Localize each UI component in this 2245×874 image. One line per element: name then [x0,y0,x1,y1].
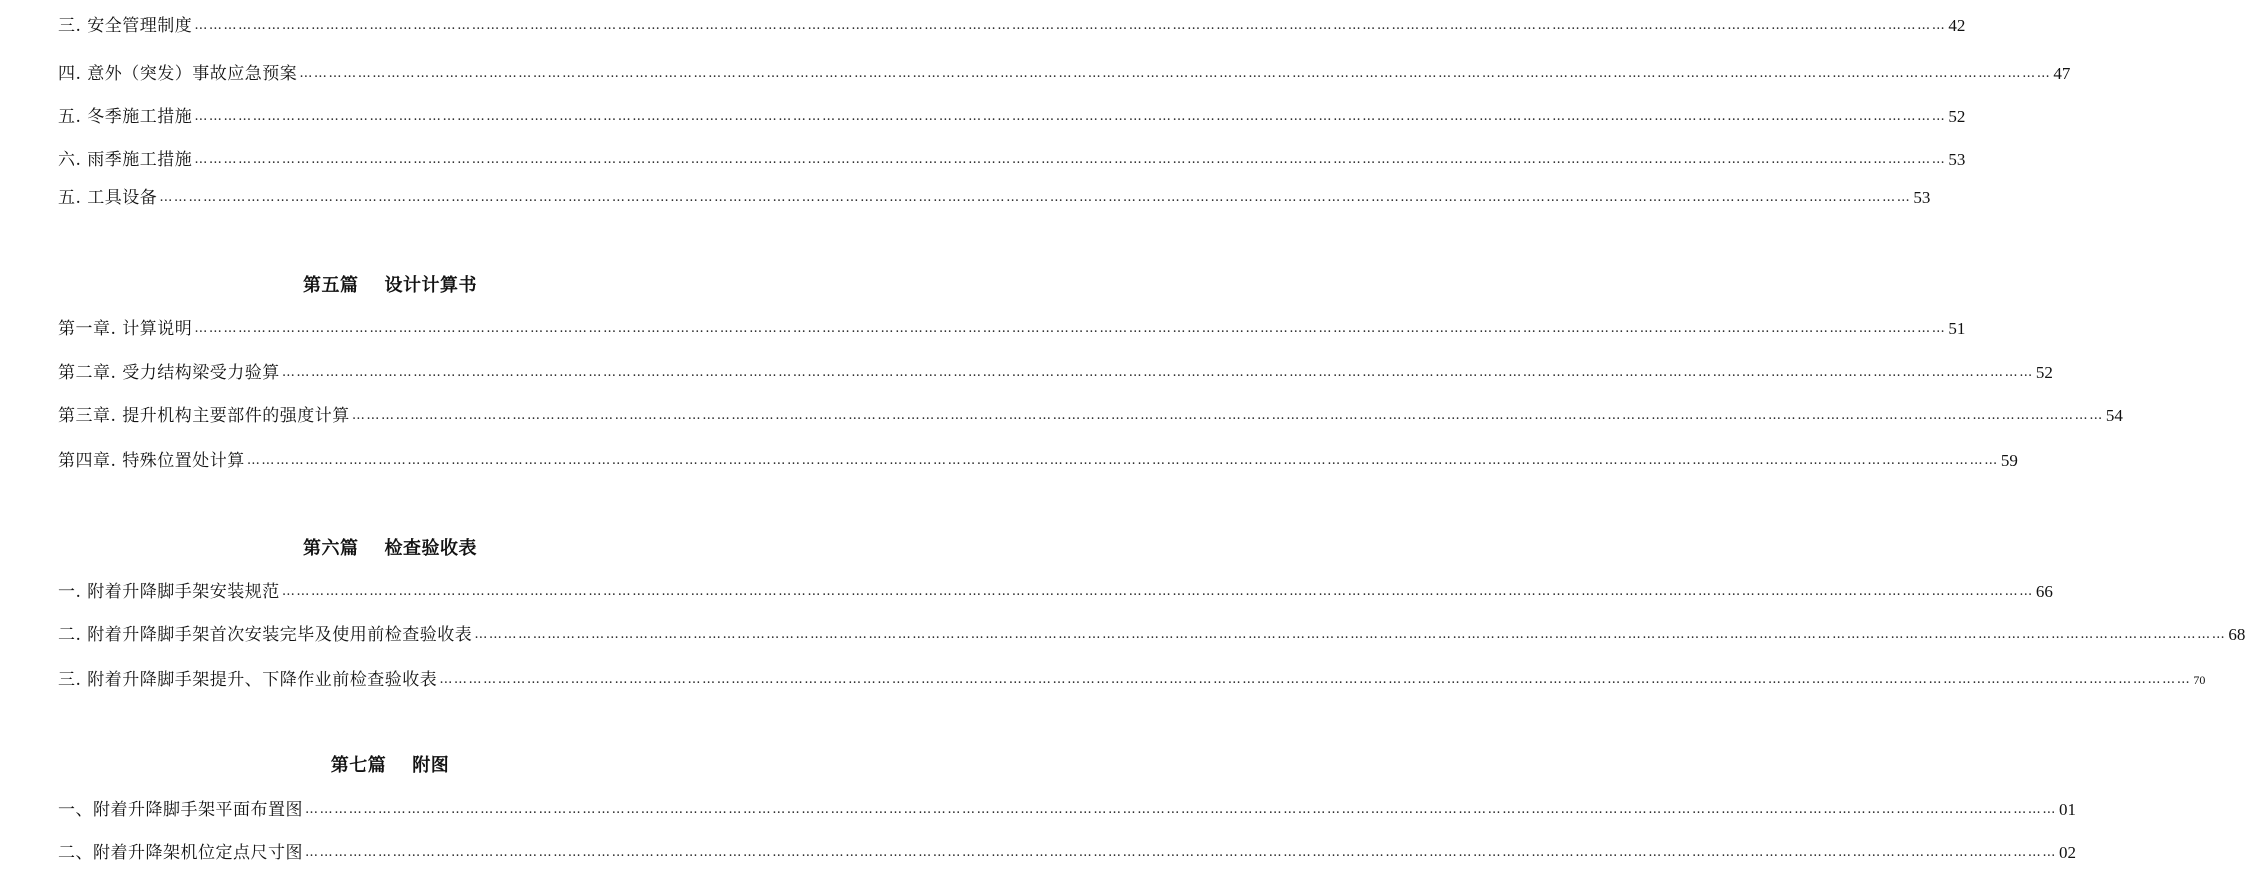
toc-entry-label: 一、附着升降脚手架平面布置图 [58,800,303,820]
toc-entry-label: 四. 意外（突发）事故应急预案 [58,64,298,84]
section-heading [0,534,780,564]
toc-entry [58,620,2245,650]
toc-entry-label: 第一章. 计算说明 [58,319,193,339]
toc-entry [58,577,2053,607]
toc-leader-dots: ……………………………………………………………………………………………………………………………………………………………………………………………………………………………………………………………………………………………………………………………… [305,845,2057,860]
section-part: 第六篇 [303,538,359,559]
toc-entry-page: 53 [1913,188,1931,207]
section-part: 第七篇 [330,755,387,776]
toc-entry [58,11,1966,41]
toc-entry-page: 52 [1948,107,1966,126]
toc-leader-dots: ……………………………………………………………………………………………………………………………………………………………………………………………………………………………………………………………………………………………………………………………… [351,408,2104,423]
toc-entry [58,446,2018,476]
toc-entry [58,838,2076,868]
toc-entry-page: 02 [2059,843,2076,862]
section-title: 检查验收表 [384,538,477,559]
toc-leader-dots: ……………………………………………………………………………………………………………………………………………………………………………………………………………………………………………………………………………………………………………………………… [194,321,1947,336]
toc-entry-label: 第四章. 特殊位置处计算 [58,451,245,471]
toc-entry-label: 三. 安全管理制度 [58,16,193,36]
toc-entry-label: 五. 冬季施工措施 [58,107,193,127]
section-title: 附图 [412,755,450,776]
toc-leader-dots: ……………………………………………………………………………………………………………………………………………………………………………………………………………………………………………………………………………………………………………………………… [281,365,2034,380]
toc-leader-dots: ……………………………………………………………………………………………………………………………………………………………………………………………………………………………………………………………………………………………………………………………… [439,672,2192,687]
toc-entry [58,183,1931,213]
toc-entry [58,358,2053,388]
toc-leader-dots: ……………………………………………………………………………………………………………………………………………………………………………………………………………………………………………………………………………………………………………………………… [159,190,1912,205]
toc-entry-page: 42 [1948,16,1966,35]
toc-entry-label: 二. 附着升降脚手架首次安装完毕及使用前检查验收表 [58,625,473,645]
toc-leader-dots: ……………………………………………………………………………………………………………………………………………………………………………………………………………………………………………………………………………………………………………………………… [194,18,1947,33]
toc-entry [58,401,2123,431]
toc-entry [58,102,1966,132]
toc-leader-dots: ……………………………………………………………………………………………………………………………………………………………………………………………………………………………………………………………………………………………………………………………… [305,802,2057,817]
toc-entry [58,665,2206,695]
toc-entry-label: 第二章. 受力结构梁受力验算 [58,363,280,383]
section-title: 设计计算书 [384,275,477,296]
toc-entry [58,795,2076,825]
toc-entry-page: 68 [2228,625,2245,644]
toc-entry-label: 五. 工具设备 [58,188,158,208]
toc-entry-page: 51 [1948,319,1966,338]
toc-entry-page: 70 [2193,673,2206,687]
toc-entry [58,314,1966,344]
toc-entry-page: 01 [2059,800,2076,819]
toc-entry [58,145,1966,175]
toc-entry-page: 54 [2105,406,2123,425]
toc-leader-dots: ……………………………………………………………………………………………………………………………………………………………………………………………………………………………………………………………………………………………………………………………… [281,584,2034,599]
section-part: 第五篇 [303,275,359,296]
toc-entry-page: 66 [2035,582,2053,601]
toc-entry-page: 52 [2035,363,2053,382]
toc-entry-label: 二、附着升降架机位定点尺寸图 [58,843,303,863]
toc-entry-label: 第三章. 提升机构主要部件的强度计算 [58,406,350,426]
section-heading [0,751,780,781]
toc-leader-dots: ……………………………………………………………………………………………………………………………………………………………………………………………………………………………………………………………………………………………………………………………… [299,66,2052,81]
toc-leader-dots: ……………………………………………………………………………………………………………………………………………………………………………………………………………………………………………………………………………………………………………………………… [194,152,1947,167]
section-heading [0,271,780,301]
toc-entry-label: 一. 附着升降脚手架安装规范 [58,582,280,602]
toc-entry-page: 53 [1948,150,1966,169]
toc-leader-dots: ……………………………………………………………………………………………………………………………………………………………………………………………………………………………………………………………………………………………………………………………… [246,453,1999,468]
toc-entry-page: 47 [2053,64,2071,83]
toc-entry-label: 六. 雨季施工措施 [58,150,193,170]
toc-leader-dots: ……………………………………………………………………………………………………………………………………………………………………………………………………………………………………………………………………………………………………………………………… [474,627,2227,642]
toc-entry [58,59,2071,89]
toc-entry-page: 59 [2000,451,2018,470]
toc-entry-label: 三. 附着升降脚手架提升、下降作业前检查验收表 [58,670,438,690]
toc-leader-dots: ……………………………………………………………………………………………………………………………………………………………………………………………………………………………………………………………………………………………………………………………… [194,109,1947,124]
